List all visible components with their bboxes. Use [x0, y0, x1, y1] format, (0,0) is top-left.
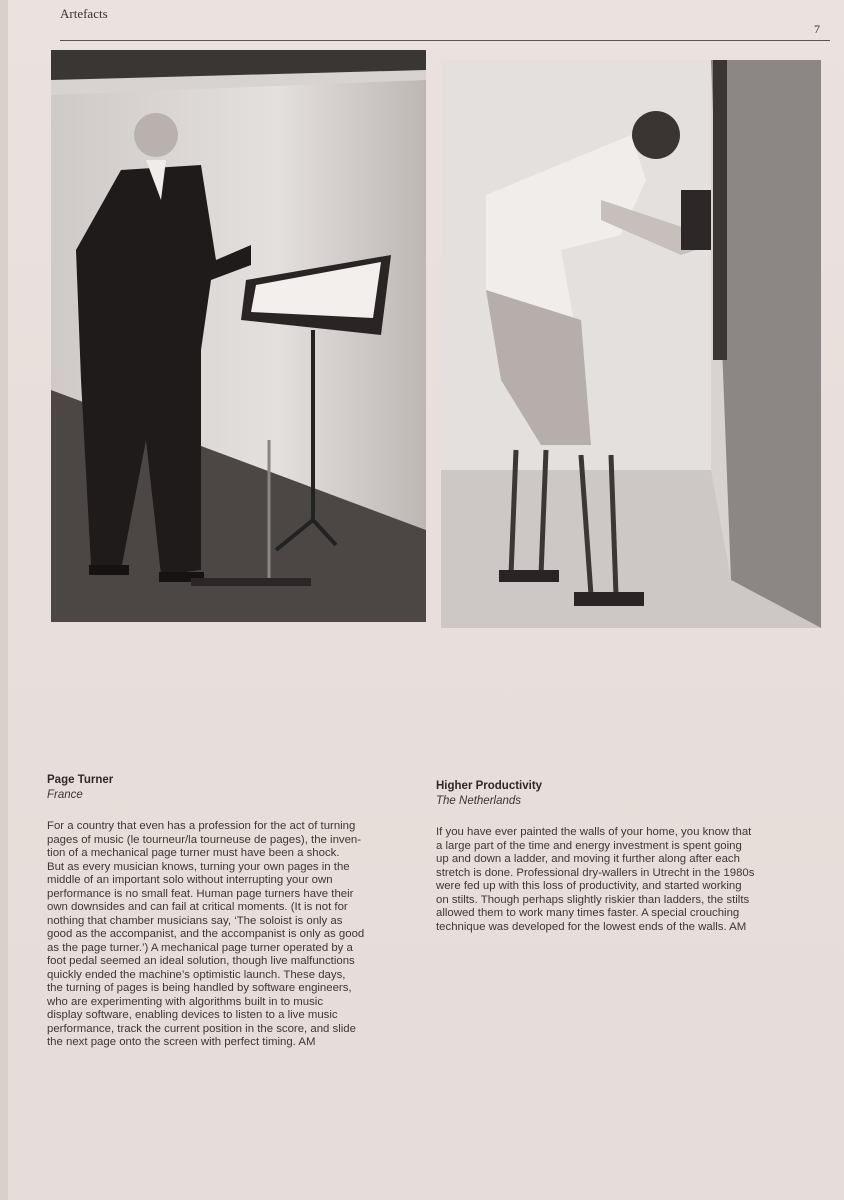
article-body-higher-productivity — [436, 826, 754, 934]
body-line: allowed them to work many times faster. A special crouching — [436, 907, 740, 919]
body-line: If you have ever painted the walls of your home, you know that — [436, 826, 752, 838]
body-line: foot pedal seemed an ideal solution, though live malfunctions — [47, 955, 355, 967]
magazine-page — [8, 0, 844, 1200]
body-line: good as the accompanist, and the accompanist is only as good — [47, 928, 365, 940]
body-line: were fed up with this loss of productivity, and started working — [436, 880, 742, 892]
section-header: Artefacts — [60, 6, 108, 21]
body-line: own downsides and can fail at critical moments. (It is not for — [47, 901, 348, 913]
body-line: For a country that even has a profession for the act of turning — [47, 820, 356, 832]
body-line: pages of music (le tourneur/la tourneuse de pages), the inven- — [47, 833, 362, 846]
body-line: stretch is done. Professional dry-wallers in Utrecht in the 1980s — [436, 866, 755, 879]
body-line: the turning of pages is being handled by software engineers, — [47, 982, 352, 994]
body-line: as the page turner.’) A mechanical page turner operated by a — [47, 941, 353, 954]
body-line: performance is no small feat. Human page turners have their — [47, 887, 354, 900]
page-turner-photo — [51, 50, 426, 622]
body-line: tion of a mechanical page turner must have been a shock. — [47, 847, 340, 859]
stilts-photo — [441, 60, 821, 628]
body-line: display software, enabling devices to listen to a live music — [47, 1009, 338, 1021]
body-line: up and down a ladder, and moving it further along after each — [436, 853, 740, 865]
article-title-higher-productivity: Higher Productivity — [436, 780, 543, 792]
body-line: quickly ended the machine’s optimistic launch. These days, — [47, 968, 346, 981]
header-divider — [60, 40, 830, 41]
body-line: the next page onto the screen with perfect timing. AM — [47, 1036, 316, 1048]
article-title-page-turner: Page Turner — [47, 774, 114, 786]
article-place-netherlands: The Netherlands — [436, 795, 522, 807]
body-line: nothing that chamber musicians say, ‘The soloist is only as — [47, 914, 343, 927]
body-line: on stilts. Though perhaps slightly riskier than ladders, the stilts — [436, 893, 750, 906]
body-line: a large part of the time and energy investment is spent going — [436, 839, 742, 852]
body-line: But as every musician knows, turning your own pages in the — [47, 860, 350, 873]
article-body-page-turner — [47, 820, 364, 1050]
page-number: 7 — [814, 22, 820, 36]
body-line: who are experimenting with algorithms built in to music — [47, 995, 324, 1008]
body-line: middle of an important solo without interrupting your own — [47, 874, 333, 886]
article-place-france: France — [47, 789, 83, 801]
body-line: technique was developed for the lowest ends of the walls. AM — [436, 920, 747, 933]
body-line: performance, track the current position in the score, and slide — [47, 1022, 356, 1035]
